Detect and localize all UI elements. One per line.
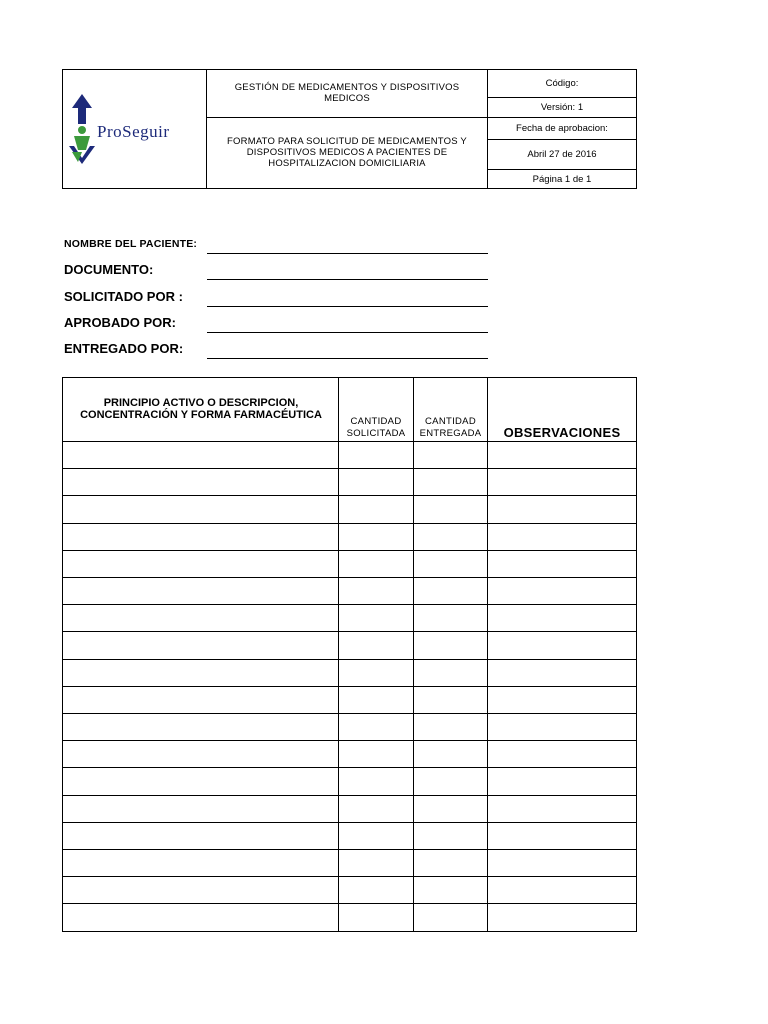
approved-by-field[interactable] bbox=[207, 332, 488, 333]
version-label: Versión: 1 bbox=[540, 102, 584, 113]
table-row bbox=[62, 849, 637, 850]
table-row bbox=[62, 686, 637, 687]
logo-wordmark: ProSeguir bbox=[97, 122, 170, 141]
col-requested-line2: SOLICITADA bbox=[346, 428, 406, 439]
approval-date: Abril 27 de 2016 bbox=[527, 149, 597, 160]
table-row bbox=[62, 523, 637, 524]
table-row bbox=[62, 631, 637, 632]
form-title: FORMATO PARA SOLICITUD DE MEDICAMENTOS Y DISPOSITIVOS MEDICOS A PACIENTES DE HOSPITALIZACION DOMICILIARIA bbox=[227, 135, 467, 169]
table-row bbox=[62, 876, 637, 877]
patient-name-field[interactable] bbox=[207, 253, 488, 254]
col-description-header: PRINCIPIO ACTIVO O DESCRIPCION, CONCENTRACIÓN Y FORMA FARMACÉUTICA bbox=[80, 397, 322, 421]
col-requested-header bbox=[339, 416, 413, 440]
company-logo bbox=[66, 92, 204, 170]
col-requested-line1: CANTIDAD bbox=[350, 416, 402, 427]
table-row bbox=[62, 822, 637, 823]
table-border-top bbox=[62, 377, 637, 378]
table-row bbox=[62, 795, 637, 796]
table-row bbox=[62, 604, 637, 605]
page-number: Página 1 de 1 bbox=[532, 173, 592, 185]
requested-by-field[interactable] bbox=[207, 306, 488, 307]
table-row bbox=[62, 550, 637, 551]
requested-by-label: SOLICITADO POR : bbox=[64, 289, 183, 304]
table-row bbox=[62, 713, 637, 714]
col-delivered-line1: CANTIDAD bbox=[425, 416, 476, 427]
table-row bbox=[62, 468, 637, 469]
process-title: GESTIÓN DE MEDICAMENTOS Y DISPOSITIVOS MEDICOS bbox=[234, 82, 460, 104]
delivered-by-label: ENTREGADO POR: bbox=[64, 341, 184, 356]
col-delivered-line2: ENTREGADA bbox=[419, 428, 482, 439]
approval-label: Fecha de aprobacion: bbox=[516, 123, 608, 134]
col-delivered-header bbox=[413, 416, 488, 440]
table-row bbox=[62, 441, 637, 442]
document-label: DOCUMENTO: bbox=[64, 262, 154, 277]
table-row bbox=[62, 903, 637, 904]
approved-by-label: APROBADO POR: bbox=[64, 315, 176, 330]
code-label: Código: bbox=[545, 78, 579, 89]
col-observations-header: OBSERVACIONES bbox=[503, 425, 621, 440]
table-row bbox=[62, 495, 637, 496]
patient-name-label: NOMBRE DEL PACIENTE: bbox=[64, 238, 198, 250]
document-field[interactable] bbox=[207, 279, 488, 280]
table-row bbox=[62, 659, 637, 660]
table-row bbox=[62, 767, 637, 768]
table-border-bottom bbox=[62, 931, 637, 932]
table-row bbox=[62, 740, 637, 741]
delivered-by-field[interactable] bbox=[207, 358, 488, 359]
table-row bbox=[62, 577, 637, 578]
